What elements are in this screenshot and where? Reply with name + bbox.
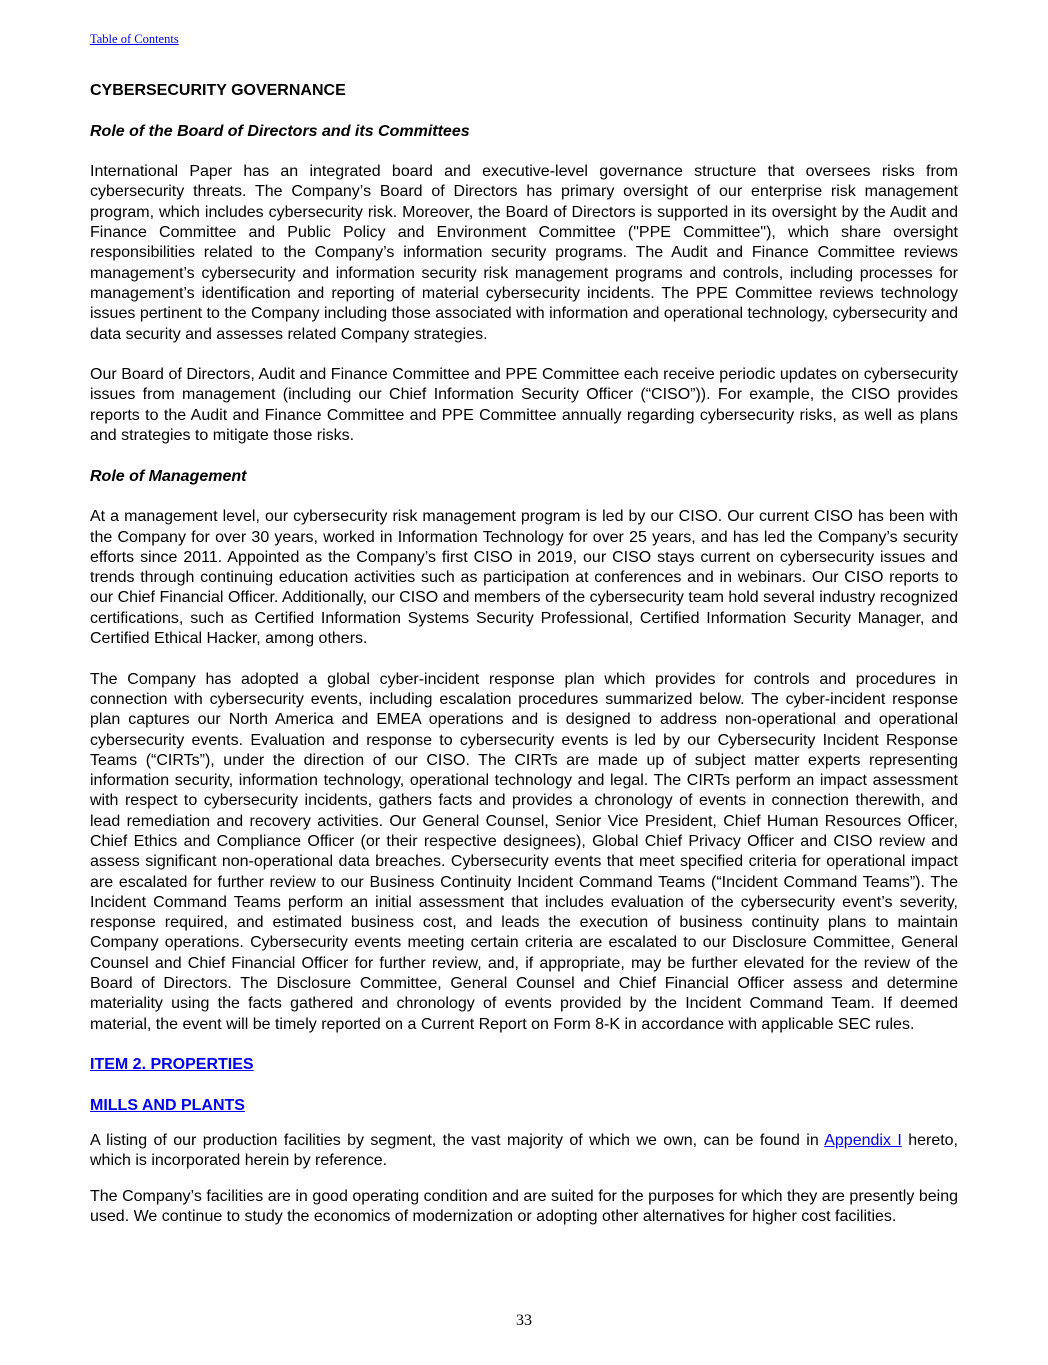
page-number: 33 [516, 1312, 532, 1329]
subheading-board-role: Role of the Board of Directors and its Committees [90, 122, 470, 140]
table-of-contents-link[interactable]: Table of Contents [90, 32, 179, 46]
item-2-properties-link[interactable]: ITEM 2. PROPERTIES [90, 1056, 254, 1074]
appendix-i-link[interactable]: Appendix I [824, 1132, 902, 1150]
paragraph-incident-response-plan: The Company has adopted a global cyber-incident response plan which provides for controls and procedures in connection with cybersecurity events, including escalation procedures summarized below. The cyber-incident response plan captures our North America and EMEA operations and is designed to address non-operational and operational cybersecurity events. Evaluation and response to cybersecurity events is led by our Cybersecurity Incident Response Teams (“CIRTs”), under the direction of our CISO. The CIRTs are made up of subject matter experts representing information security, information technology, operational technology and legal. The CIRTs perform an impact assessment with respect to cybersecurity incidents, gathers facts and provides a chronology of events in connection therewith, and lead remediation and recovery activities. Our General Counsel, Senior Vice President, Chief Human Resources Officer, Chief Ethics and Compliance Officer (or their respective designees), Global Chief Privacy Officer and CISO review and assess significant non-operational data breaches. Cybersecurity events that meet specified criteria for operational impact are escalated for further review to our Business Continuity Incident Command Teams (“Incident Command Teams”). The Incident Command Teams perform an initial assessment that includes evaluation of the cybersecurity event’s severity, response required, and estimated business cost, and leads the execution of business continuity plans to maintain Company operations. Cybersecurity events meeting certain criteria are escalated to our Disclosure Committee, General Counsel and Chief Financial Officer for further review, and, if appropriate, may be further elevated for the review of the Board of Directors. The Disclosure Committee, General Counsel and Chief Financial Officer assess and determine materiality using the facts gathered and chronology of events provided by the Incident Command Team. If deemed material, the event will be timely reported on a Current Report on Form 8-K in accordance with applicable SEC rules. [90, 670, 958, 1033]
document-content [90, 81, 958, 1248]
paragraph-facilities-condition: The Company’s facilities are in good operating condition and are suited for the purposes for which they are presently being used. We continue to study the economics of modernization or adopting other alternatives for higher cost facilities. [90, 1187, 958, 1226]
section-title-cybersecurity-governance: CYBERSECURITY GOVERNANCE [90, 82, 346, 99]
listing-text-before: A listing of our production facilities by segment, the vast majority of which we own, can be found in [90, 1132, 825, 1150]
paragraph-board-governance: International Paper has an integrated board and executive-level governance structure that oversees risks from cybersecurity threats. The Company’s Board of Directors has primary oversight of our enterprise risk management program, which includes cybersecurity risk. Moreover, the Board of Directors is supported in its oversight by the Audit and Finance Committee and Public Policy and Environment Committee ("PPE Committee"), which share oversight responsibilities related to the Company’s information security programs. The Audit and Finance Committee reviews management’s cybersecurity and information security risk management programs and controls, including processes for management’s identification and reporting of material cybersecurity incidents. The PPE Committee reviews technology issues pertinent to the Company including those associated with information and operational technology, cybersecurity and data security and assesses related Company strategies. [90, 163, 958, 343]
mills-and-plants-link[interactable]: MILLS AND PLANTS [90, 1096, 245, 1114]
paragraph-ciso-background: At a management level, our cybersecurity risk management program is led by our CISO. Our current CISO has been with the Company for over 30 years, worked in Information Technology for over 25 years, and has led the Company’s security efforts since 2011. Appointed as the Company’s first CISO in 2019, our CISO stays current on cybersecurity issues and trends through continuing education activities such as participation at conferences and in webinars. Our CISO reports to our Chief Financial Officer. Additionally, our CISO and members of the cybersecurity team hold several industry recognized certifications, such as Certified Information Systems Security Professional, Certified Information Security Manager, and Certified Ethical Hacker, among others. [90, 508, 958, 648]
subheading-management-role: Role of Management [90, 467, 247, 485]
listing-text-after: hereto, which is incorporated herein by reference. [90, 1132, 959, 1170]
paragraph-board-updates: Our Board of Directors, Audit and Finance Committee and PPE Committee each receive periodic updates on cybersecurity issues from management (including our Chief Information Security Officer (“CISO”)). For example, the CISO provides reports to the Audit and Finance Committee and PPE Committee annually regarding cybersecurity risks, as well as plans and strategies to mitigate those risks. [90, 366, 958, 445]
paragraph-facilities-listing [90, 1131, 958, 1172]
